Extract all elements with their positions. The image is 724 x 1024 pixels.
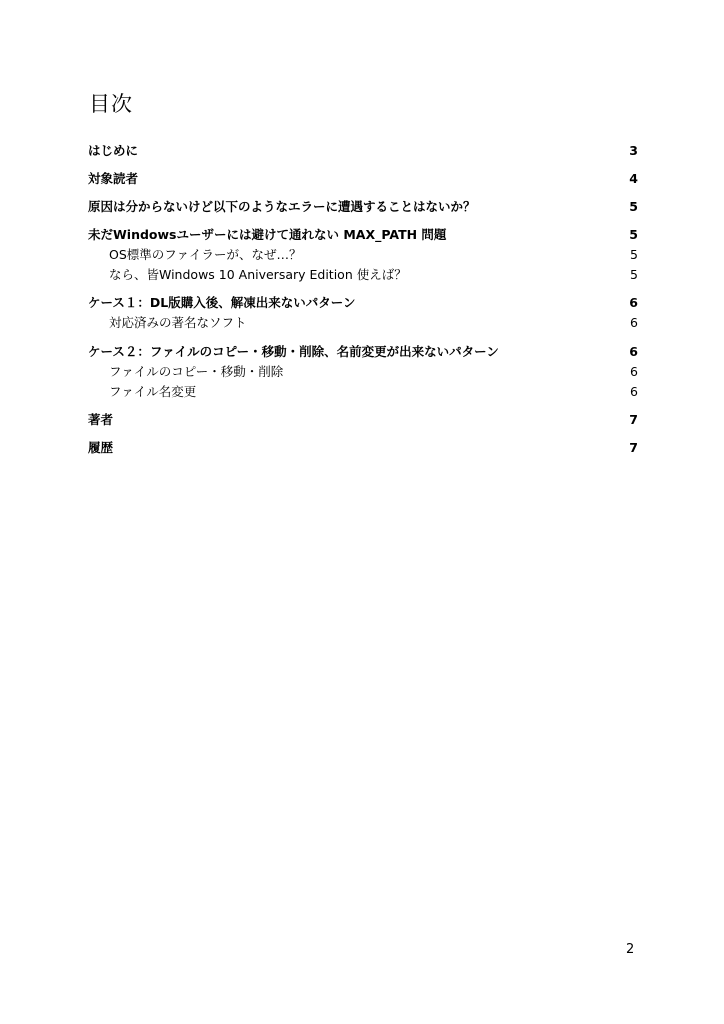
toc-entry-text: 原因は分からないけど以下のようなエラーに遭遇することはないか？ <box>88 199 476 214</box>
toc-entry[interactable] <box>88 342 638 360</box>
toc-entry-page: 5 <box>629 199 638 214</box>
toc-entry-page: 6 <box>630 364 638 379</box>
toc-entry-text: ケース１：DL版購入後、解凍出来ないパターン <box>88 295 356 310</box>
toc-entry-text: 履歴 <box>88 440 114 455</box>
toc-entry[interactable] <box>88 265 638 283</box>
toc-entry[interactable] <box>88 197 638 215</box>
toc-entry-page: 6 <box>630 384 638 399</box>
toc-entry-text: ファイル名変更 <box>109 384 197 399</box>
toc-entry-page: 6 <box>630 315 638 330</box>
toc-entry-text: ケース２：ファイルのコピー・移動・削除、名前変更が出来ないパターン <box>88 344 499 359</box>
page-number: 2 <box>626 942 635 957</box>
toc-entry-text: ファイルのコピー・移動・削除 <box>109 364 284 379</box>
toc-entry-text: 未だWindowsユーザーには避けて通れない MAX_PATH 問題 <box>88 227 447 242</box>
toc-entry[interactable] <box>88 293 638 311</box>
toc-entry-text: なら、皆Windows 10 Aniversary Edition 使えば？ <box>109 267 407 282</box>
toc-entry-text: 対応済みの著名なソフト <box>109 315 247 330</box>
toc-entry-text: OS標準のファイラーが、なぜ…？ <box>109 247 302 262</box>
toc-entry-page: 3 <box>629 143 638 158</box>
toc-entry-page: 6 <box>629 295 638 310</box>
toc-entry[interactable] <box>88 245 638 263</box>
toc-entry[interactable] <box>88 382 638 400</box>
toc-entry[interactable] <box>88 438 638 456</box>
toc-entry[interactable] <box>88 141 638 159</box>
toc-entry-page: 5 <box>630 267 638 282</box>
toc-entry[interactable] <box>88 169 638 187</box>
toc-entry-page: 7 <box>629 440 638 455</box>
toc-entry-text: 著者 <box>88 412 114 427</box>
toc-entry-text: はじめに <box>88 143 139 158</box>
toc-entry[interactable] <box>88 410 638 428</box>
toc-entry-page: 4 <box>629 171 638 186</box>
toc-entry-page: 7 <box>629 412 638 427</box>
toc-entry-text: 対象読者 <box>88 171 139 186</box>
toc-entry[interactable] <box>88 313 638 331</box>
toc-entry-page: 6 <box>629 344 638 359</box>
toc-entry[interactable] <box>88 362 638 380</box>
toc-title: 目次 <box>89 92 133 116</box>
toc-entry-page: 5 <box>630 247 638 262</box>
toc-entry[interactable] <box>88 225 638 243</box>
toc-entry-page: 5 <box>629 227 638 242</box>
